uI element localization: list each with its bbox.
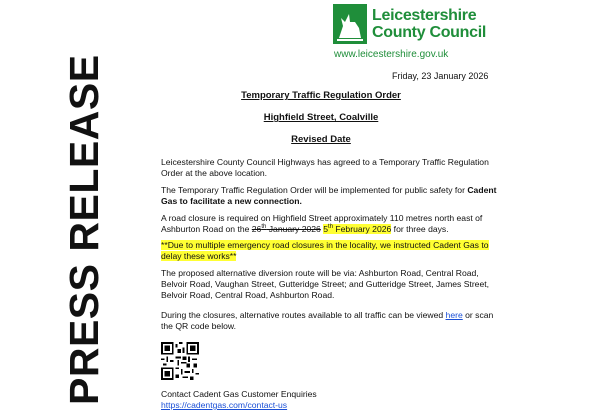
old-date: 26th January 2026	[251, 224, 321, 234]
contact-title: Contact Cadent Gas Customer Enquiries	[161, 389, 317, 399]
purpose-text: The Temporary Traffic Regulation Order will be implemented for public safety for	[161, 185, 468, 195]
paragraph-closure	[161, 213, 501, 235]
paragraph-delay-notice	[161, 240, 501, 262]
qr-code-icon[interactable]	[161, 342, 199, 380]
heading-location: Highfield Street, Coalville	[263, 112, 379, 123]
routes-link[interactable]: here	[445, 310, 463, 320]
contact-block	[161, 389, 317, 411]
heading-revised: Revised Date	[291, 134, 351, 145]
delay-notice-text: **Due to multiple emergency road closures in the locality, we instructed Cadent Gas to delay these works**	[161, 240, 489, 261]
paragraph-routes: During the closures, alternative routes available to all traffic can be viewed here or scan the QR code below.	[161, 310, 494, 331]
paragraph-diversion: The proposed alternative diversion route will be via: Ashburton Road, Central Road, Belvoir Road, Vaughan Street, Gutteridge Street; and Gutteridge Street, James Street, Belvoir Road, Central Road, Ashburton Road.	[161, 268, 490, 300]
logo-line2: County Council	[372, 24, 487, 41]
closure-text: A road closure is required on Highfield Street approximately 110 metres north east of Ashburton Road on the	[161, 213, 483, 234]
purpose-bold: Cadent Gas to facilitate a new connection.	[161, 185, 497, 206]
closure-duration: for three days.	[391, 224, 449, 234]
paragraph-intro: Leicestershire County Council Highways has agreed to a Temporary Traffic Regulation Order at the above location.	[161, 157, 489, 178]
council-url[interactable]: www.leicestershire.gov.uk	[334, 49, 449, 60]
heading-order: Temporary Traffic Regulation Order	[241, 90, 401, 101]
fox-logo-icon	[333, 4, 367, 44]
new-date: 5th February 2026	[323, 224, 392, 234]
release-date: Friday, 23 January 2026	[392, 71, 489, 81]
paragraph-purpose	[161, 185, 501, 207]
press-release-banner: PRESS RELEASE	[61, 54, 107, 405]
logo-line1: Leicestershire	[372, 7, 477, 24]
contact-url-link[interactable]: https://cadentgas.com/contact-us	[161, 400, 288, 410]
